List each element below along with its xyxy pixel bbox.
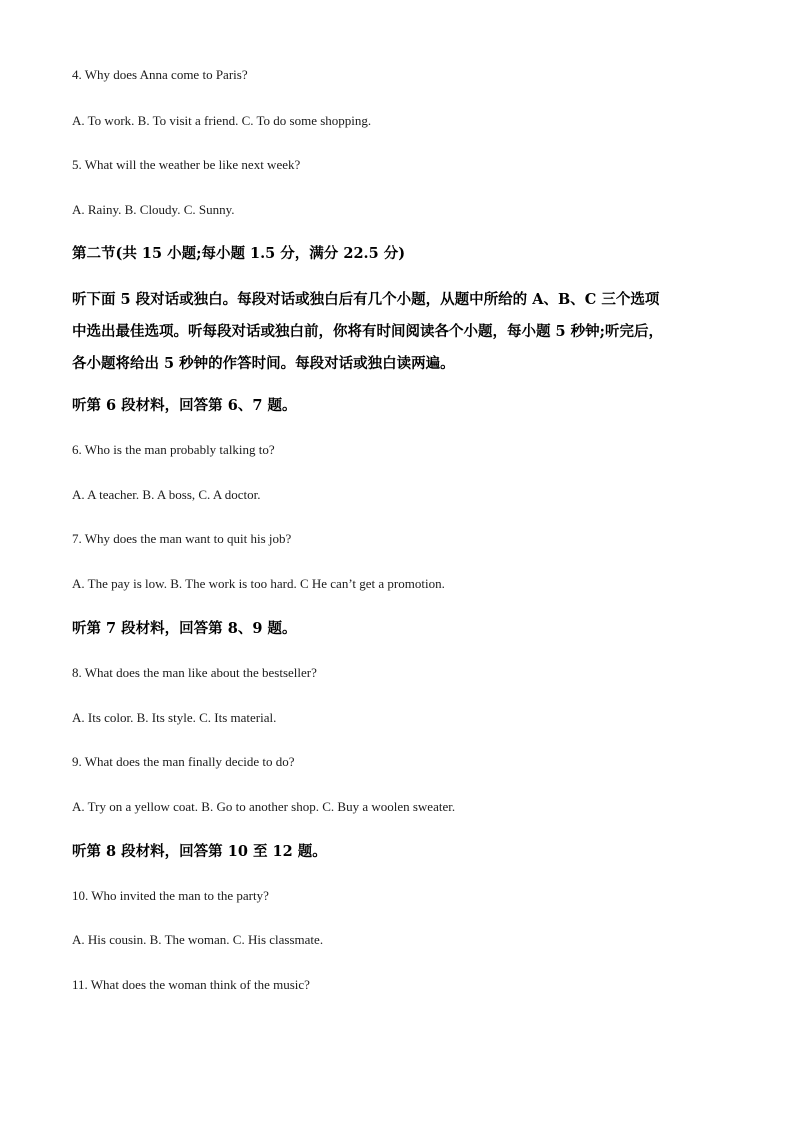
question-6-options: A. A teacher. B. A boss, C. A doctor. <box>72 487 261 502</box>
instructions-line-1: 听下面 5 段对话或独白。每段对话或独白后有几个小题，从题中所给的 A、B、C 三个选项 <box>72 291 660 308</box>
question-4-options: A. To work. B. To visit a friend. C. To do some shopping. <box>72 113 372 128</box>
instructions-line-2: 中选出最佳选项。听每段对话或独白前，你将有时间阅读各个小题，每小题 5 秒钟;听完后， <box>72 323 664 340</box>
instructions-line-3: 各小题将给出 5 秒钟的作答时间。每段对话或独白读两遍。 <box>72 355 455 372</box>
section-2-instructions <box>72 284 724 380</box>
question-9-options: A. Try on a yellow coat. B. Go to another shop. C. Buy a woolen sweater. <box>72 799 456 814</box>
question-5: 5. What will the weather be like next week? <box>72 157 301 172</box>
material-7-heading: 听第 7 段材料，回答第 8、9 题。 <box>72 620 297 637</box>
question-6: 6. Who is the man probably talking to? <box>72 442 275 457</box>
section-2-title: 第二节(共 15 小题;每小题 1.5 分，满分 22.5 分) <box>72 245 406 262</box>
question-10-options: A. His cousin. B. The woman. C. His classmate. <box>72 932 324 947</box>
question-8-options: A. Its color. B. Its style. C. Its material. <box>72 710 277 725</box>
question-7: 7. Why does the man want to quit his job? <box>72 531 292 546</box>
material-6-heading: 听第 6 段材料，回答第 6、7 题。 <box>72 397 297 414</box>
question-11: 11. What does the woman think of the music? <box>72 977 310 992</box>
question-9: 9. What does the man finally decide to do? <box>72 754 295 769</box>
material-8-heading: 听第 8 段材料，回答第 10 至 12 题。 <box>72 843 327 860</box>
question-8: 8. What does the man like about the bestseller? <box>72 665 317 680</box>
question-4: 4. Why does Anna come to Paris? <box>72 67 248 82</box>
question-7-options: A. The pay is low. B. The work is too hard. C He can’t get a promotion. <box>72 576 445 591</box>
question-5-options: A. Rainy. B. Cloudy. C. Sunny. <box>72 202 235 217</box>
question-10: 10. Who invited the man to the party? <box>72 888 269 903</box>
